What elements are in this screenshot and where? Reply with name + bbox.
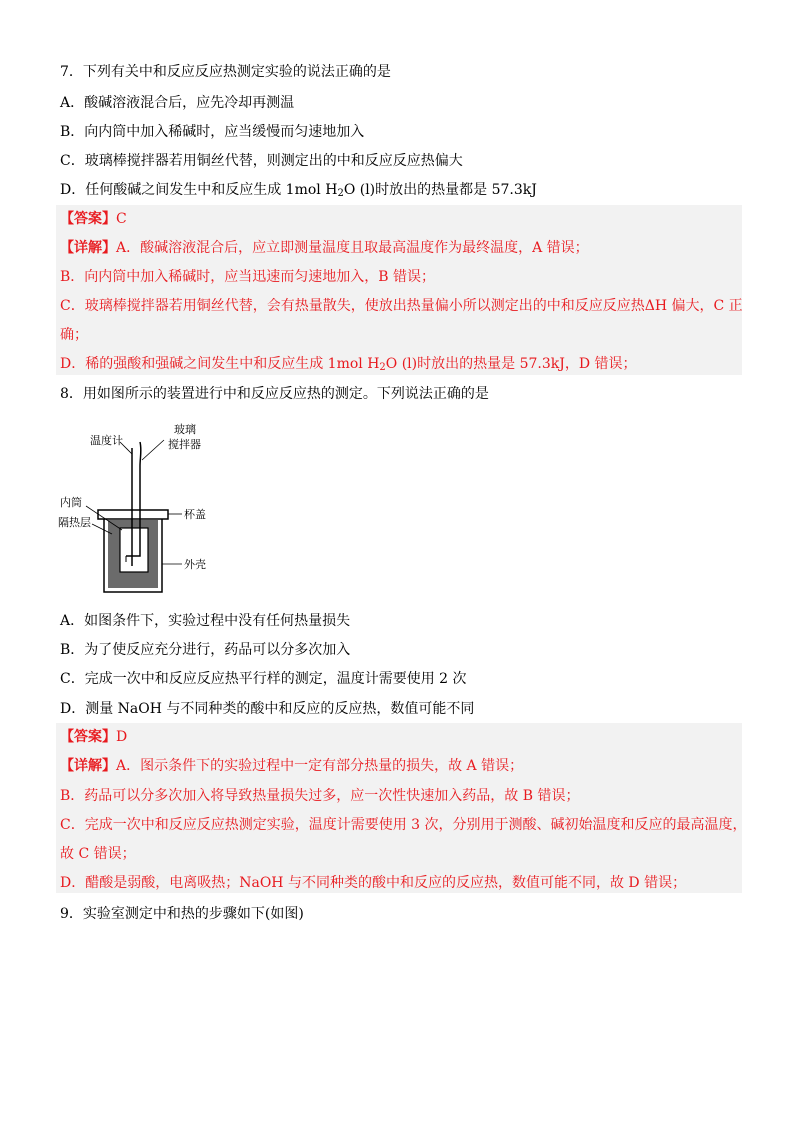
q8-answer-panel bbox=[56, 723, 742, 893]
q7-option-c: C．玻璃棒搅拌器若用铜丝代替，则测定出的中和反应反应热偏大 bbox=[60, 153, 463, 169]
q7-answer: 【答案】C bbox=[60, 211, 127, 227]
label-stirrer-2: 搅拌器 bbox=[168, 438, 201, 451]
calorimeter-figure bbox=[56, 420, 246, 600]
q7-option-b: B．向内筒中加入稀碱时，应当缓慢而匀速地加入 bbox=[60, 124, 365, 140]
q7-detail-d: D．稀的强酸和强碱之间发生中和反应生成 1mol $H_2O$ (l)时放出的热量是 57.3kJ，D 错误； bbox=[60, 356, 637, 373]
label-lid: 杯盖 bbox=[184, 508, 206, 521]
q8-detail-c-cont: 故 C 错误； bbox=[60, 846, 136, 862]
q8-detail-b: B．药品可以分多次加入将导致热量损失过多，应一次性快速加入药品，故 B 错误； bbox=[60, 788, 580, 804]
q7-answer-panel bbox=[56, 205, 742, 375]
q8-detail-d: D．醋酸是弱酸，电离吸热；NaOH 与不同种类的酸中和反应的反应热，数值可能不同，故 D 错误； bbox=[60, 875, 687, 891]
q7-option-a: A．酸碱溶液混合后，应先冷却再测温 bbox=[60, 95, 295, 111]
q8-option-a: A．如图条件下，实验过程中没有任何热量损失 bbox=[60, 613, 351, 629]
q9-stem: 9．实验室测定中和热的步骤如下(如图) bbox=[60, 906, 304, 922]
q8-answer: 【答案】D bbox=[60, 729, 128, 745]
label-inner: 内筒 bbox=[60, 496, 82, 509]
q8-option-d: D．测量 NaOH 与不同种类的酸中和反应的反应热，数值可能不同 bbox=[60, 701, 475, 717]
q7-detail-b: B．向内筒中加入稀碱时，应当迅速而匀速地加入，B 错误； bbox=[60, 269, 436, 285]
q8-stem: 8．用如图所示的装置进行中和反应反应热的测定。下列说法正确的是 bbox=[60, 386, 489, 402]
label-shell: 外壳 bbox=[184, 558, 206, 571]
q8-detail-c: C．完成一次中和反应反应热测定实验，温度计需要使用 3 次，分别用于测酸、碱初始温度和反应的最高温度， bbox=[60, 817, 747, 833]
cup-lid bbox=[98, 510, 168, 519]
q8-detail-a: 【详解】A．图示条件下的实验过程中一定有部分热量的损失，故 A 错误； bbox=[60, 758, 524, 774]
q7-stem: 7．下列有关中和反应反应热测定实验的说法正确的是 bbox=[60, 64, 391, 80]
label-stirrer-1: 玻璃 bbox=[174, 423, 196, 436]
label-thermometer: 温度计 bbox=[90, 434, 123, 447]
q7-option-d: D．任何酸碱之间发生中和反应生成 1mol $H_2O$ (l)时放出的热量都是 57.3kJ bbox=[60, 182, 537, 199]
q8-option-b: B．为了使反应充分进行，药品可以分多次加入 bbox=[60, 642, 351, 658]
label-insulation: 隔热层 bbox=[58, 516, 91, 529]
inner-cup bbox=[120, 528, 148, 572]
q7-detail-a: 【详解】A．酸碱溶液混合后，应立即测量温度且取最高温度作为最终温度，A 错误； bbox=[60, 240, 589, 256]
q8-option-c: C．完成一次中和反应反应热平行样的测定，温度计需要使用 2 次 bbox=[60, 671, 467, 687]
q7-detail-c-cont: 确； bbox=[60, 327, 88, 343]
q7-detail-c: C．玻璃棒搅拌器若用铜丝代替，会有热量散失，使放出热量偏小所以测定出的中和反应反应热ΔH 偏大，C 正 bbox=[60, 298, 743, 314]
